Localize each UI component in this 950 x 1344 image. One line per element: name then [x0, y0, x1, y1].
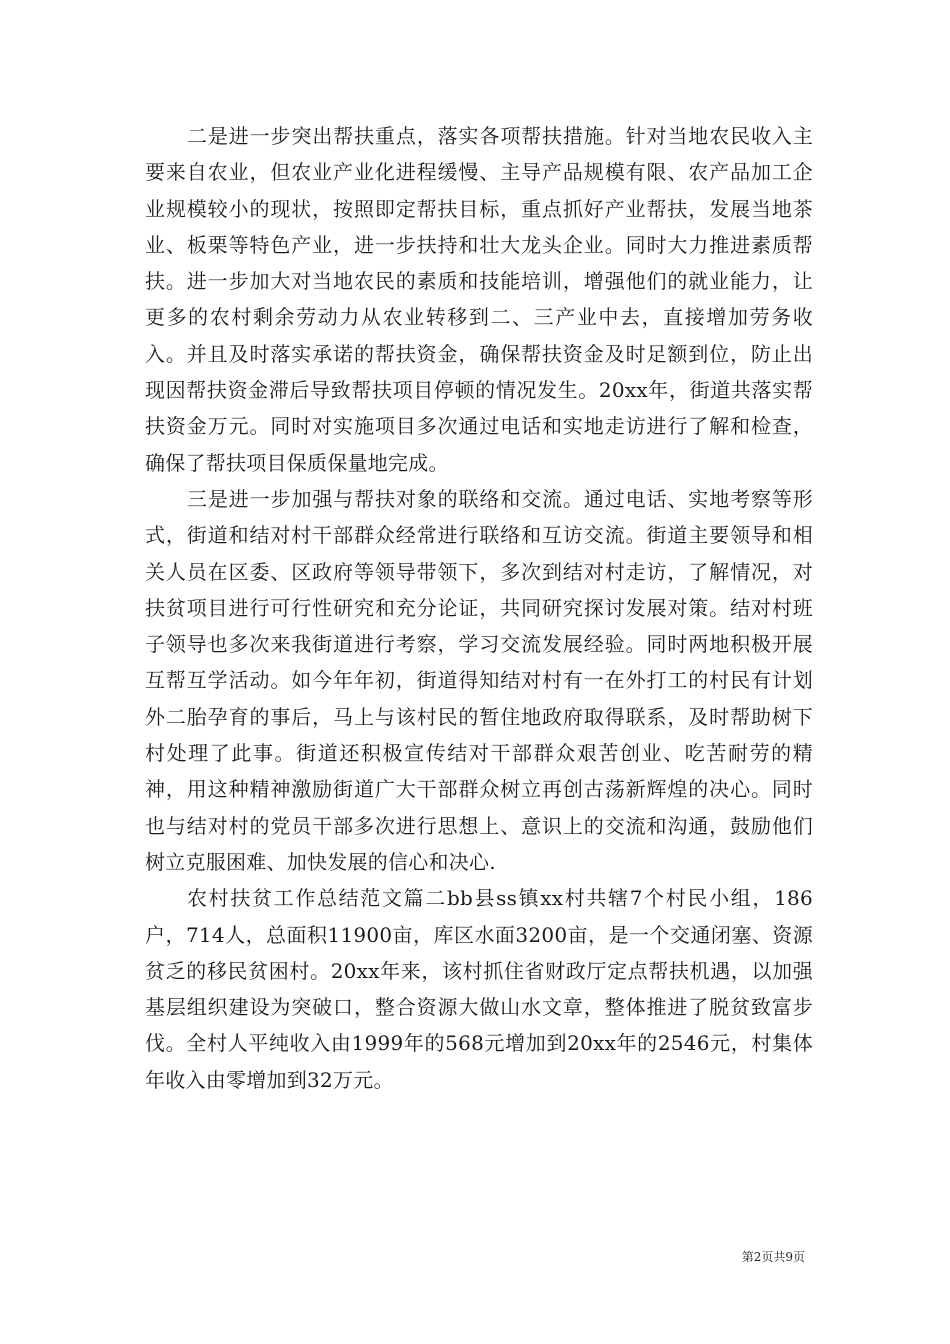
document-body	[145, 118, 813, 1098]
paragraph-assistance-measures: 二是进一步突出帮扶重点，落实各项帮扶措施。针对当地农民收入主要来自农业，但农业产业化进程缓慢、主导产品规模有限、农产品加工企业规模较小的现状，按照即定帮扶目标，重点抓好产业帮扶，发展当地茶业、板栗等特色产业，进一步扶持和壮大龙头企业。同时大力推进素质帮扶。进一步加大对当地农民的素质和技能培训，增强他们的就业能力，让更多的农村剩余劳动力从农业转移到二、三产业中去，直接增加劳务收入。并且及时落实承诺的帮扶资金，确保帮扶资金及时足额到位，防止出现因帮扶资金滞后导致帮扶项目停顿的情况发生。20xx年，街道共落实帮扶资金万元。同时对实施项目多次通过电话和实地走访进行了解和检查，确保了帮扶项目保质保量地完成。	[145, 124, 813, 475]
paragraph-liaison-exchange: 三是进一步加强与帮扶对象的联络和交流。通过电话、实地考察等形式，街道和结对村干部群众经常进行联络和互访交流。街道主要领导和相关人员在区委、区政府等领导带领下，多次到结对村走访，了解情况，对扶贫项目进行可行性研究和充分论证，共同研究探讨发展对策。结对村班子领导也多次来我街道进行考察，学习交流发展经验。同时两地积极开展互帮互学活动。如今年年初，街道得知结对村有一在外打工的村民有计划外二胎孕育的事后，马上与该村民的暂住地政府取得联系，及时帮助树下村处理了此事。街道还积极宣传结对干部群众艰苦创业、吃苦耐劳的精神，用这种精神激励街道广大干部群众树立再创古荡新辉煌的决心。同时也与结对村的党员干部多次进行思想上、意识上的交流和沟通，鼓励他们树立克服困难、加快发展的信心和决心.	[145, 486, 813, 874]
paragraph-poverty-summary: 农村扶贫工作总结范文篇二bb县ss镇xx村共辖7个村民小组，186户，714人，总面积11900亩，库区水面3200亩，是一个交通闭塞、资源贫乏的移民贫困村。20xx年来，该村抓住省财政厅定点帮扶机遇，以加强基层组织建设为突破口，整合资源大做山水文章，整体推进了脱贫致富步伐。全村人平纯收入由1999年的568元增加到20xx年的2546元，村集体年收入由零增加到32万元。	[145, 886, 813, 1092]
page-number-footer: 第2页共9页	[741, 1250, 805, 1264]
